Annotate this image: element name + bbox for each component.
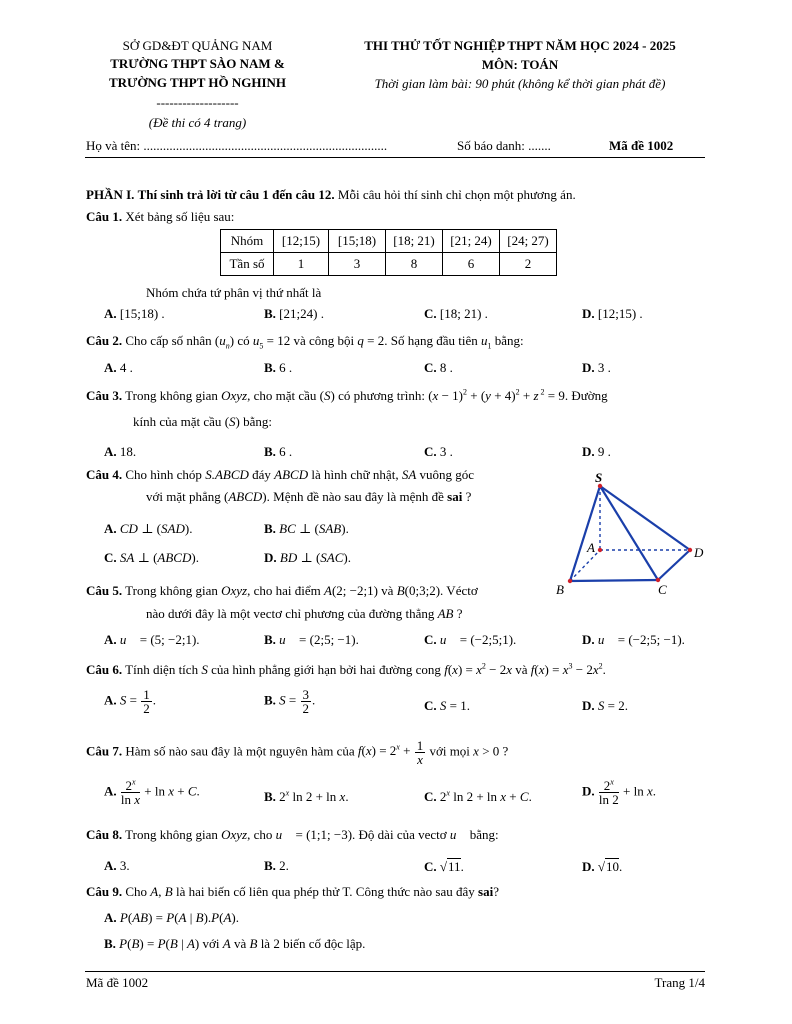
q9-stem: Câu 9. Cho A, B là hai biến cố liên qua phép thử T. Công thức nào sau đây sai? (86, 884, 499, 899)
table-header: [24; 27) (500, 230, 557, 253)
vertex-b (568, 579, 572, 583)
footer-code: Mã đề 1002 (86, 975, 149, 990)
edge-cd (658, 550, 690, 580)
q7-stem: Câu 7. Hàm số nào sau đây là một nguyên hàm của $f(x) = 2^x$ + $\frac{1}{x}$ với mọi x > 0 ? (86, 738, 509, 767)
edge-sd (600, 486, 690, 550)
q9-option-b: B. P(B) = P(B | A) với A và B là 2 biến cố độc lập. (104, 936, 366, 951)
q7-option-c: C. 2$^x$ ln 2 + ln x + C. (424, 788, 532, 804)
q7-option-b: B. 2$^x$ ln 2 + ln x. (264, 788, 349, 804)
part1-heading: PHẦN I. Thí sinh trả lời từ câu 1 đến câu 12. Mỗi câu hỏi thí sinh chỉ chọn một phương án. (86, 187, 576, 202)
q3-option-c: C. 3 . (424, 444, 453, 459)
q2-option-a: A. 4 . (104, 360, 133, 375)
vertex-a (598, 548, 602, 552)
table-cell: 3 (329, 253, 386, 276)
exam-code: Mã đề 1002 (609, 138, 674, 153)
footer-divider (85, 971, 705, 972)
q7-option-a: A. $\frac{2^x}{\text{ln x}}$ + ln x + C. (104, 777, 200, 807)
label-c: C (658, 582, 667, 597)
table-header: [21; 24) (443, 230, 500, 253)
q3-option-b: B. 6 . (264, 444, 293, 459)
q6-stem: Câu 6. Tính diện tích S của hình phẳng giới hạn bởi hai đường cong $f(x) = x^2 - 2x$ và $f(x) = x^3 - 2x^2$. (86, 661, 606, 677)
pyramid-figure (550, 468, 715, 598)
q4-option-a: A. CD ⊥ (SAD). (104, 521, 193, 536)
page-number: Trang 1/4 (654, 975, 705, 990)
q4-stem-line2: với mặt phẳng (ABCD). Mệnh đề nào sau đây là mệnh đề sai ? (146, 489, 472, 504)
q1-question: Nhóm chứa tứ phân vị thứ nhất là (146, 285, 322, 300)
table-header: [12;15) (274, 230, 329, 253)
q6-option-a: A. S = $\frac{1}{2}$ . (104, 687, 156, 716)
q6-option-b: B. S = $\frac{3}{2}$ . (264, 687, 316, 716)
q4-stem-line1: Câu 4. Cho hình chóp S.ABCD đáy ABCD là hình chữ nhật, SA vuông góc (86, 467, 475, 482)
edge-bc (570, 580, 658, 581)
q5-stem-line2: nào dưới đây là một vectơ chỉ phương của đường thẳng AB ? (146, 606, 463, 621)
exam-title: THI THỬ TỐT NGHIỆP THPT NĂM HỌC 2024 - 2025 (364, 38, 676, 53)
q8-option-b: B. 2. (264, 858, 289, 873)
pages-note: (Đề thi có 4 trang) (148, 115, 247, 130)
edge-sb (570, 486, 600, 581)
vertex-d (688, 548, 692, 552)
time-note: Thời gian làm bài: 90 phút (không kể thời gian phát đề) (374, 76, 666, 91)
q3-stem-line2: kính của mặt cầu (S) bằng: (133, 414, 273, 429)
table-row (221, 253, 557, 276)
school-name-1: TRƯỜNG THPT SÀO NAM & (110, 56, 285, 71)
q1-option-c: C. [18; 21) . (424, 306, 488, 321)
table-header: Nhóm (221, 230, 274, 253)
table-cell: 6 (443, 253, 500, 276)
table-cell: 1 (274, 253, 329, 276)
q5-option-c: C. u⃗ = (−2;5;1). (424, 632, 517, 647)
q7-option-d: D. $\frac{2^x}{\ln 2}$ + ln x. (582, 777, 656, 807)
q5-stem-line1: Câu 5. Trong không gian Oxyz, cho hai điểm A(2; −2;1) và B(0;3;2). Véctơ (86, 583, 478, 598)
q8-stem: Câu 8. Trong không gian Oxyz, cho u⃗ = (1;1; −3). Độ dài của vectơ u⃗ bằng: (86, 827, 499, 842)
q3-option-a: A. 18. (104, 444, 137, 459)
q1-option-a: A. [15;18) . (104, 306, 165, 321)
table-cell: 2 (500, 253, 557, 276)
q3-option-d: D. 9 . (582, 444, 611, 459)
header-dashes: ------------------- (156, 95, 239, 110)
q8-option-a: A. 3. (104, 858, 130, 873)
label-d: D (694, 545, 704, 560)
q1-stem: Câu 1. Xét bảng số liệu sau: (86, 209, 235, 224)
table-cell: Tần số (221, 253, 274, 276)
q6-option-c: C. S = 1. (424, 698, 470, 713)
table-cell: 8 (386, 253, 443, 276)
q3-stem-line1: Câu 3. Trong không gian Oxyz, cho mặt cầu (S) có phương trình: $(x - 1)^2 + (y + 4)^2 + z$ $^2$ = 9. Đường (86, 387, 608, 403)
table-header: [15;18) (329, 230, 386, 253)
sbd-field: Số báo danh: ....... (457, 138, 551, 153)
table-row (221, 230, 557, 253)
header-divider (85, 157, 705, 158)
q2-stem: Câu 2. Cho cấp số nhân $(u_n)$ có $u_5 = 12$ và công bội q = 2. Số hạng đầu tiên $u_1$ bằng: (86, 333, 524, 351)
q4-option-d: D. BD ⊥ (SAC). (264, 550, 352, 565)
q2-option-d: D. 3 . (582, 360, 611, 375)
department-name: SỞ GD&ĐT QUẢNG NAM (122, 38, 273, 53)
q1-option-d: D. [12;15) . (582, 306, 643, 321)
q4-option-c: C. SA ⊥ (ABCD). (104, 550, 199, 565)
edge-sc (600, 486, 658, 580)
q5-option-b: B. u⃗ = (2;5; −1). (264, 632, 359, 647)
q5-option-d: D. u⃗ = (−2;5; −1). (582, 632, 685, 647)
name-field: Họ và tên: ........................................................................... (86, 138, 388, 153)
q2-option-b: B. 6 . (264, 360, 293, 375)
frequency-table (220, 229, 557, 276)
label-b: B (556, 582, 564, 597)
q6-option-d: D. S = 2. (582, 698, 628, 713)
q8-option-d: D. √10. (582, 859, 623, 874)
q9-option-a: A. P(AB) = P(A | B).P(A). (104, 910, 239, 925)
table-header: [18; 21) (386, 230, 443, 253)
subject: MÔN: TOÁN (481, 57, 559, 72)
q8-option-c: C. √11. (424, 859, 464, 874)
q1-option-b: B. [21;24) . (264, 306, 324, 321)
q5-option-a: A. u⃗ = (5; −2;1). (104, 632, 200, 647)
q4-option-b: B. BC ⊥ (SAB). (264, 521, 349, 536)
label-a: A (587, 540, 595, 555)
label-s: S (595, 470, 603, 485)
school-name-2: TRƯỜNG THPT HỒ NGHINH (108, 75, 287, 90)
q2-option-c: C. 8 . (424, 360, 453, 375)
